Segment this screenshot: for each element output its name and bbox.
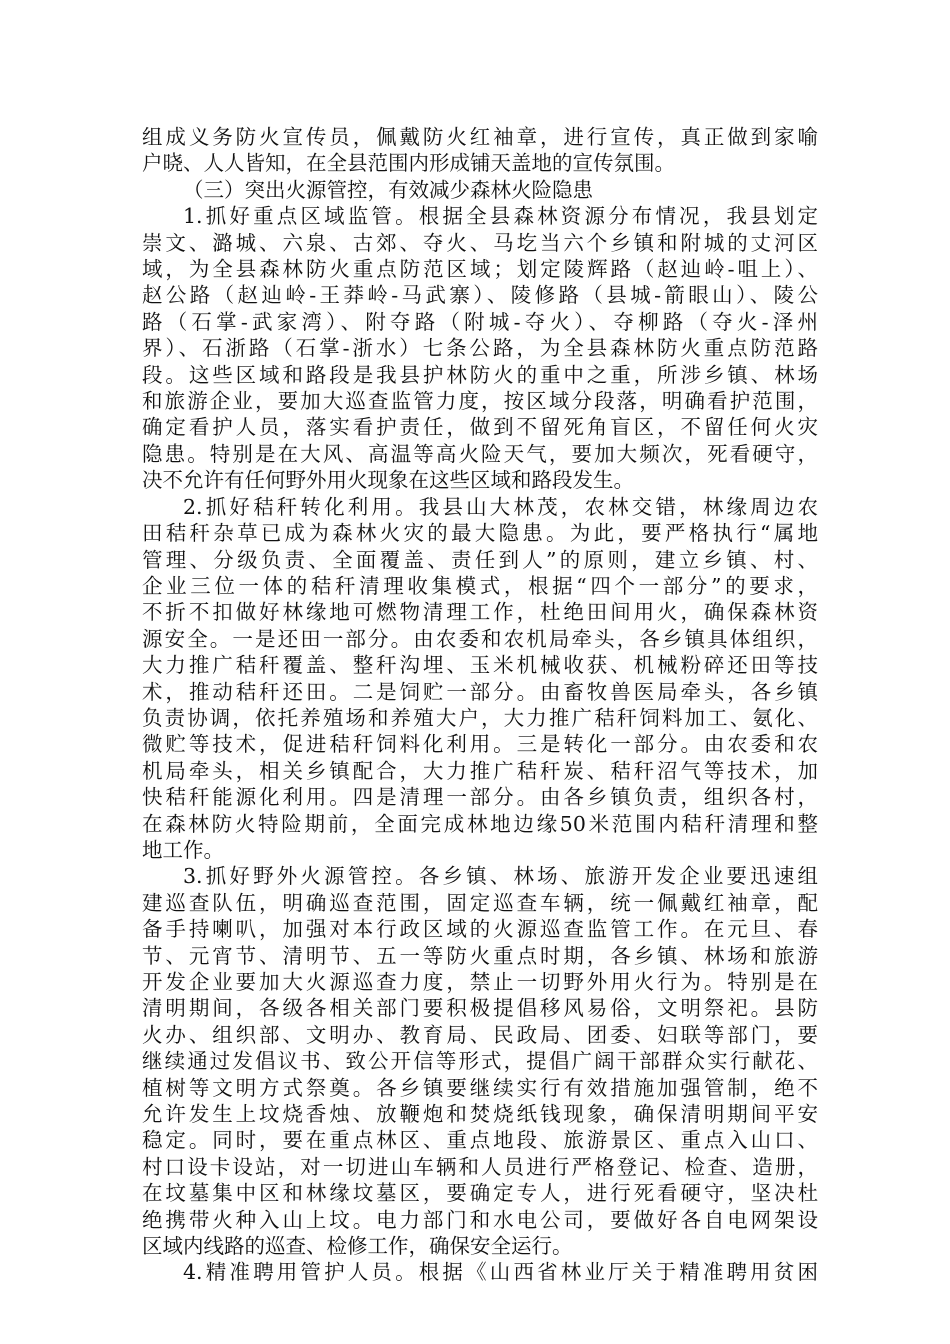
text-line: 负责协调，依托养殖场和养殖大户，大力推广秸秆饲料加工、氨化、 (142, 705, 818, 730)
text-line: 确定看护人员，落实看护责任，做到不留死角盲区，不留任何火灾 (142, 415, 818, 440)
text-line: 3.抓好野外火源管控。各乡镇、林场、旅游开发企业要迅速组 (183, 864, 818, 889)
text-line: （三）突出火源管控，有效减少森林火险隐患 (183, 177, 593, 202)
text-line: 地工作。 (142, 837, 224, 862)
text-line: 允许发生上坟烧香烛、放鞭炮和焚烧纸钱现象，确保清明期间平安 (142, 1102, 818, 1127)
text-line: 崇文、潞城、六泉、古郊、夺火、马圪当六个乡镇和附城的丈河区 (142, 230, 818, 255)
text-line: 开发企业要加大火源巡查力度，禁止一切野外用火行为。特别是在 (142, 970, 818, 994)
section-heading (142, 177, 818, 203)
text-line: 域，为全县森林防火重点防范区域；划定陵辉路（赵辿岭-咀上）、 (142, 257, 818, 282)
text-line: 微贮等技术，促进秸秆饲料化利用。三是转化一部分。由农委和农 (142, 732, 818, 757)
text-line: 源安全。一是还田一部分。由农委和农机局牵头，各乡镇具体组织， (142, 626, 818, 651)
text-line: 建巡查队伍，明确巡查范围，固定巡查车辆，统一佩戴红袖章，配 (142, 890, 818, 915)
text-line: 机局牵头，相关乡镇配合，大力推广秸秆炭、秸秆沼气等技术，加 (142, 758, 818, 783)
text-line: 在森林防火特险期前，全面完成林地边缘50米范围内秸秆清理和整 (142, 811, 818, 836)
text-line: 在坟墓集中区和林缘坟墓区，要确定专人，进行死看硬守，坚决杜 (142, 1181, 818, 1206)
text-line: 田秸秆杂草已成为森林火灾的最大隐患。为此，要严格执行“属地 (142, 521, 818, 546)
text-line: 快秸秆能源化利用。四是清理一部分。由各乡镇负责，组织各村， (142, 785, 818, 810)
text-line: 管理、分级负责、全面覆盖、责任到人”的原则，建立乡镇、村、 (142, 547, 818, 572)
paragraph-2 (142, 494, 818, 864)
paragraph-1 (142, 203, 818, 493)
text-line: 备手持喇叭，加强对本行政区域的火源巡查监管工作。在元旦、春 (142, 917, 818, 942)
text-line: 区域内线路的巡查、检修工作，确保安全运行。 (142, 1234, 573, 1259)
text-line: 和旅游企业，要加大巡查监管力度，按区域分段落，明确看护范围， (142, 389, 818, 414)
text-line: 赵公路（赵辿岭-王莽岭-马武寨）、陵修路（县城-箭眼山）、陵公 (142, 283, 818, 308)
document-body (142, 124, 818, 1286)
paragraph-4 (142, 1259, 818, 1285)
text-line: 隐患。特别是在大风、高温等高火险天气，要加大频次，死看硬守， (142, 441, 818, 466)
text-line: 村口设卡设站，对一切进山车辆和人员进行严格登记、检查、造册， (142, 1154, 818, 1179)
text-line: 企业三位一体的秸秆清理收集模式，根据“四个一部分”的要求， (142, 573, 818, 598)
text-line: 稳定。同时，要在重点林区、重点地段、旅游景区、重点入山口、 (142, 1128, 818, 1153)
text-line: 绝携带火种入山上坟。电力部门和水电公司，要做好各自电网架设 (142, 1207, 818, 1232)
text-line: 1.抓好重点区域监管。根据全县森林资源分布情况，我县划定 (183, 204, 818, 229)
text-line: 继续通过发倡议书、致公开信等形式，提倡广阔干部群众实行献花、 (142, 1049, 818, 1074)
text-line: 2.抓好秸秆转化利用。我县山大林茂，农林交错，林缘周边农 (183, 494, 818, 519)
text-line: 大力推广秸秆覆盖、整秆沟埋、玉米机械收获、机械粉碎还田等技 (142, 653, 818, 678)
paragraph-intro (142, 124, 818, 177)
text-line: 户晓、人人皆知，在全县范围内形成铺天盖地的宣传氛围。 (142, 151, 675, 176)
text-line: 决不允许有任何野外用火现象在这些区域和路段发生。 (142, 468, 634, 493)
text-line: 路（石掌-武家湾）、附夺路（附城-夺火）、夺柳路（夺火-泽州 (142, 309, 818, 334)
text-line: 清明期间，各级各相关部门要积极提倡移风易俗，文明祭祀。县防 (142, 996, 818, 1021)
text-line: 术，推动秸秆还田。二是饲贮一部分。由畜牧兽医局牵头，各乡镇 (142, 679, 818, 704)
text-line: 组成义务防火宣传员，佩戴防火红袖章，进行宣传，真正做到家喻 (142, 125, 818, 149)
paragraph-3 (142, 863, 818, 1259)
text-line: 火办、组织部、文明办、教育局、民政局、团委、妇联等部门，要 (142, 1022, 818, 1047)
text-line: 不折不扣做好林缘地可燃物清理工作，杜绝田间用火，确保森林资 (142, 600, 818, 625)
text-line: 段。这些区域和路段是我县护林防火的重中之重，所涉乡镇、林场 (142, 362, 818, 387)
text-line: 节、元宵节、清明节、五一等防火重点时期，各乡镇、林场和旅游 (142, 943, 818, 968)
text-line: 界）、石浙路（石掌-浙水）七条公路，为全县森林防火重点防范路 (142, 336, 818, 361)
text-line: 4.精准聘用管护人员。根据《山西省林业厅关于精准聘用贫困 (183, 1260, 818, 1285)
text-line: 植树等文明方式祭奠。各乡镇要继续实行有效措施加强管制，绝不 (142, 1075, 818, 1100)
